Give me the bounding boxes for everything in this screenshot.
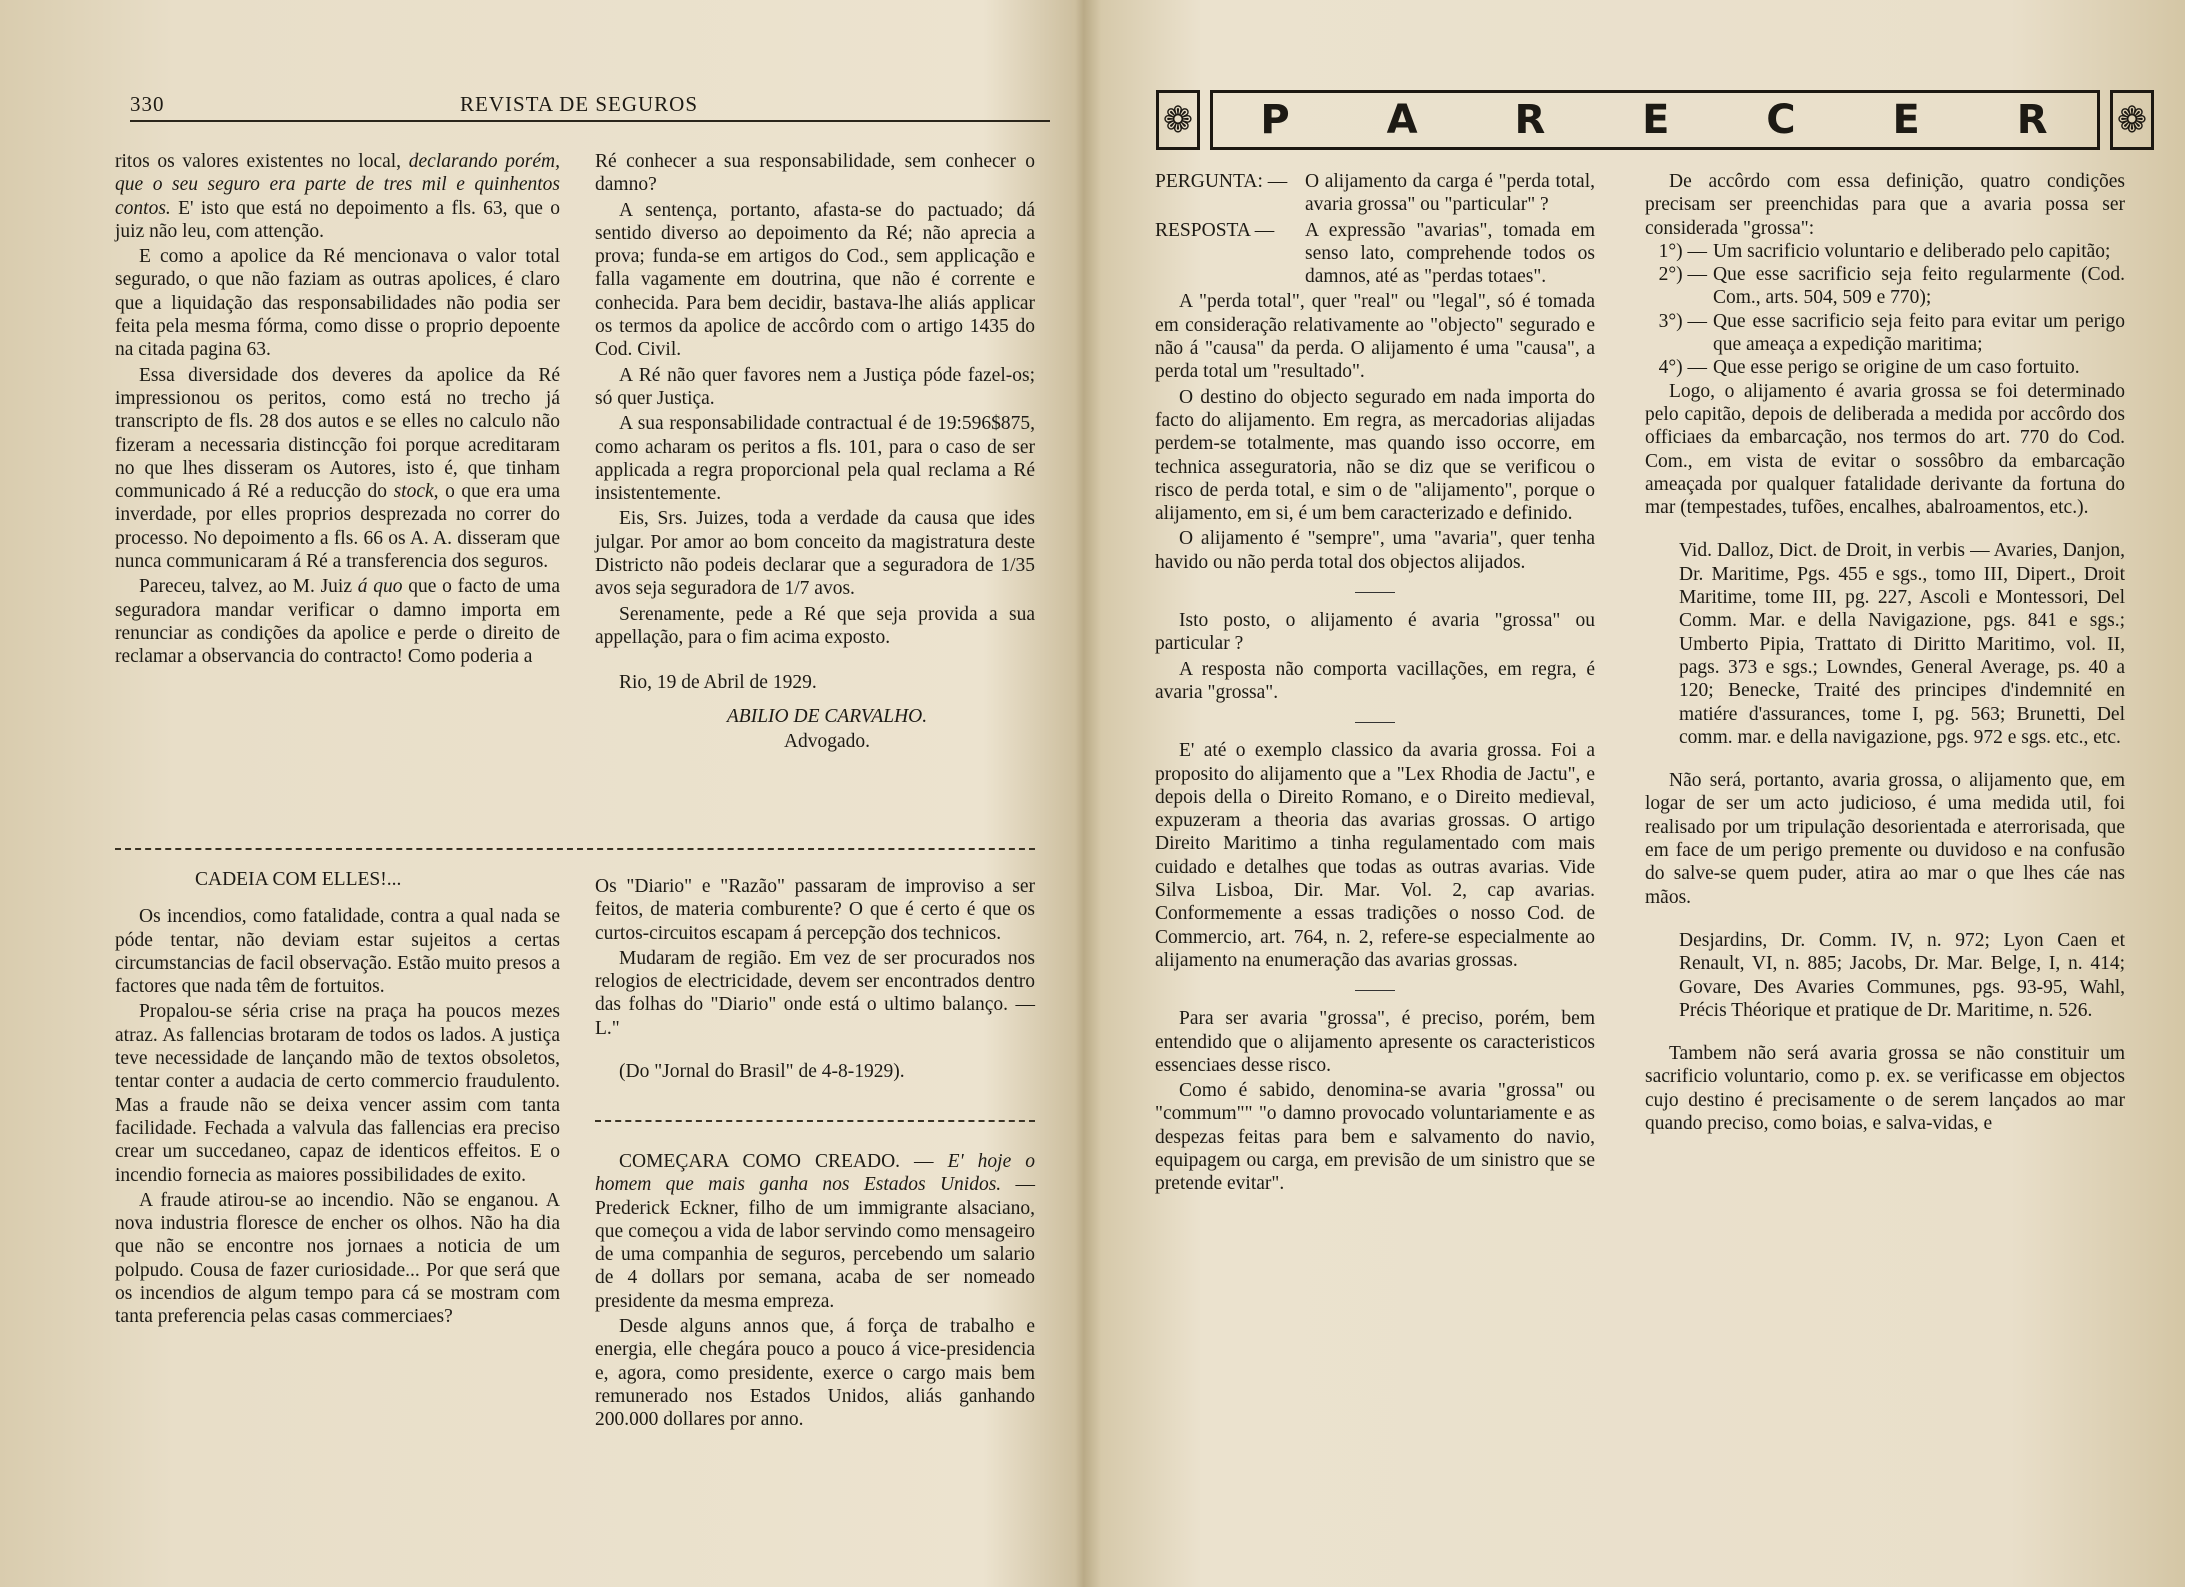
answer-label: RESPOSTA — bbox=[1155, 219, 1275, 241]
paragraph: O alijamento é "sempre", uma "avaria", quer tenha havido ou não perda total dos objectos alijados. bbox=[1155, 528, 1595, 573]
paragraph: Propalou-se séria crise na praça ha poucos mezes atraz. As fallencias brotaram de todos os lados. A justiça teve necessidade de lançando mão de textos obsoletos, tentar conter a audacia de certo commercio fraudulento. Mas a fraude não se deixa vencer assim com tanta facilidade. Fechada a valvula das fallencias era preciso crear um succedaneo, capaz de identicos effeitos. E o incendio fornecia as maiores possibilidades de exito. bbox=[115, 1001, 560, 1186]
header-letter: A bbox=[1386, 97, 1420, 143]
header-letter: C bbox=[1766, 97, 1798, 143]
rosette-icon: ❁ bbox=[1156, 90, 1200, 150]
paragraph: Os "Diario" e "Razão" passaram de improviso a ser feitos, de materia comburente? O que é certo é que os curtos-circuitos escapam á percepção dos technicos. bbox=[595, 876, 1035, 944]
separator-rule bbox=[1355, 990, 1395, 991]
page-number: 330 bbox=[130, 92, 165, 116]
section-divider bbox=[115, 848, 1035, 850]
header-letter: E bbox=[1892, 97, 1922, 143]
paragraph: A resposta não comporta vacillações, em regra, é avaria "grossa". bbox=[1155, 658, 1595, 703]
answer-text: A expressão "avarias", tomada em senso lato, comprehende todos os damnos, até as "perdas totaes". bbox=[1305, 219, 1595, 288]
paragraph: A fraude atirou-se ao incendio. Não se enganou. A nova industria floresce de encher os olhos. Não ha dia que não se encontre nos jornaes a noticia de um polpudo. Cousa de fazer curiosidade... Por que será que os incendios de algum tempo para cá se mostram com tanta preferencia pelas casas commerciaes? bbox=[115, 1189, 560, 1328]
question-text: O alijamento da carga é "perda total, avaria grossa" ou "particular" ? bbox=[1305, 171, 1595, 216]
paragraph: Não será, portanto, avaria grossa, o alijamento que, em logar de ser um acto judicioso, é uma medida util, foi realisado por um tripulação desorientada e aterrorisada, que em face de um perigo premente ou duvidoso e na confusão do salve-se quem puder, atira ao mar o que lhes cáe nas mãos. bbox=[1645, 770, 2125, 908]
paragraph: De accôrdo com essa definição, quatro condições precisam ser preenchidas para que a avaria possa ser considerada "grossa": bbox=[1645, 171, 2125, 239]
condition-item: 1°) — Um sacrificio voluntario e deliberado pelo capitão; bbox=[1658, 240, 2111, 262]
question bbox=[1155, 170, 1595, 217]
paragraph: Como é sabido, denomina-se avaria "grossa" ou "commum"" "o damno provocado voluntariamente e as despezas feitas para bem e salvamento do navio, equipagem ou carga, em previsão de um sinistro que se pretende evitar". bbox=[1155, 1080, 1595, 1195]
paragraph: Para ser avaria "grossa", é preciso, porém, bem entendido que o alijamento apresente os caracteristicos essenciaes desse risco. bbox=[1155, 1008, 1595, 1076]
reference-block: Desjardins, Dr. Comm. IV, n. 972; Lyon Caen et Renault, VI, n. 885; Jacobs, Dr. Mar. Belge, I, n. 414; Govare, Des Avaries Communes, pgs. 93-95, Wahl, Précis Théorique et pratique de Dr. Maritime, n. 526. bbox=[1679, 929, 2125, 1021]
left-column-2 bbox=[595, 150, 1035, 753]
header-letter: R bbox=[2016, 97, 2050, 143]
paragraph: A sentença, portanto, afasta-se do pactuado; dá sentido diverso ao depoimento da Ré; não aprecia a prova; funda-se em artigos do Cod., sem applicação e falla vagamente em doutrina, que não é corrente e conhecida. Para bem decidir, bastava-lhe aliás applicar os termos da apolice de accôrdo com o artigo 1435 do Cod. Civil. bbox=[595, 199, 1035, 361]
rosette-icon: ❁ bbox=[2110, 90, 2154, 150]
cadeia-column-1 bbox=[115, 868, 560, 1329]
paragraph: Desde alguns annos que, á força de trabalho e energia, elle chegára pouco a pouco á vice-presidencia e, agora, como presidente, exerce o cargo mais bem remunerado nos Estados Unidos, aliás ganhando 200.000 dollares por anno. bbox=[595, 1316, 1035, 1431]
left-column-1 bbox=[115, 150, 560, 669]
header-letter: R bbox=[1514, 97, 1548, 143]
paragraph: Ré conhecer a sua responsabilidade, sem conhecer o damno? bbox=[595, 151, 1035, 196]
running-title: REVISTA DE SEGUROS bbox=[460, 92, 699, 116]
condition-item: 4°) — Que esse perigo se origine de um caso fortuito. bbox=[1658, 357, 2080, 379]
article-title: CADEIA COM ELLES!... bbox=[195, 869, 402, 890]
section-header bbox=[1210, 90, 2100, 150]
comecara-column bbox=[595, 1150, 1035, 1432]
left-page bbox=[0, 0, 1080, 1587]
source-note: (Do "Jornal do Brasil" de 4-8-1929). bbox=[619, 1061, 905, 1083]
separator-rule bbox=[1355, 592, 1395, 593]
answer bbox=[1155, 219, 1595, 289]
paragraph: Serenamente, pede a Ré que seja provida a sua appellação, para o fim acima exposto. bbox=[595, 603, 1035, 648]
reference-block: Vid. Dalloz, Dict. de Droit, in verbis — Avaries, Danjon, Dr. Maritime, Pgs. 455 e sgs., tomo III, Dipert., Droit Maritime, tome III, pg. 227, Ascoli e Montessori, Del Comm. Mar. e della Navigazione, pgs. 841 e sgs.; Umberto Pipia, Trattato di Diritto Maritimo, vol. II, pags. 373 e sgs.; Lowndes, General Average, ps. 40 a 120; Benecke, Traité des principes d'indemnité en matiére d'assurances, tome I, pg. 563; Brunetti, Del comm. mar. e della navigazione, pgs. 972 e sgs. etc., etc. bbox=[1679, 540, 2125, 748]
paragraph: Pareceu, talvez, ao M. Juiz á quo que o facto de uma seguradora mandar verificar o damno importa em renunciar as condições da apolice e perde o direito de reclamar a observancia do contracto! Como poderia a bbox=[115, 576, 561, 668]
paragraph: Logo, o alijamento é avaria grossa se foi determinado pelo capitão, depois de deliberada a medida por accôrdo dos officiaes da embarcação, nos termos do art. 770 do Cod. Com., em vista de evitar o sossôbro da embarcação ameaçada por qualquer fatalidade derivante da fortuna do mar (tempestades, tufões, encalhes, abalroamentos, etc.). bbox=[1645, 380, 2125, 519]
right-column-1 bbox=[1155, 170, 1595, 1196]
paragraph: Isto posto, o alijamento é avaria "grossa" ou particular ? bbox=[1155, 610, 1595, 655]
paragraph: O destino do objecto segurado em nada importa do facto do alijamento. Em regra, as mercadorias alijadas perdem-se totalmente, mas quando isso occorre, em technica asseguratoria, não se diz que se verificou o risco de perda total, e sim o de "alijamento", porque o alijamento, em si, é um bem caracterizado e definido. bbox=[1155, 386, 1595, 525]
paragraph: A "perda total", quer "real" ou "legal", só é tomada em consideração relativamente ao "objecto" segurado e não á "causa" da perda. O alijamento é uma "causa", a perda total um "resultado". bbox=[1155, 291, 1595, 383]
paragraph: A Ré não quer favores nem a Justiça póde fazel-os; só quer Justiça. bbox=[595, 364, 1035, 409]
condition-item: 2°) — Que esse sacrificio seja feito regularmente (Cod. Com., arts. 504, 509 e 770); bbox=[1658, 264, 2125, 309]
paragraph: E como a apolice da Ré mencionava o valor total segurado, o que não faziam as outras apolices, é claro que a liquidação das responsabilidades não podia ser feita pela mesma fórma, como disse o proprio depoente na citada pagina 63. bbox=[115, 246, 560, 361]
right-page bbox=[1090, 0, 2185, 1587]
paragraph: Eis, Srs. Juizes, toda a verdade da causa que ides julgar. Por amor ao bom conceito da magistratura deste Districto não podeis declarar que a seguradora de 1/35 avos seja seguradora de 1/7 avos. bbox=[595, 508, 1035, 600]
page-header bbox=[130, 90, 1050, 122]
cadeia-column-2 bbox=[595, 875, 1035, 1083]
paragraph: E' até o exemplo classico da avaria grossa. Foi a proposito do alijamento que a "Lex Rhodia de Jactu", e depois della o Direito Romano, e o Direito medieval, expuzeram a theoria das avarias grossas. O artigo Direito Maritimo a tinha regulamentado com mais cuidado e detalhes que todas as outras avarias. Vide Silva Lisboa, Dir. Mar. Vol. 2, cap avarias. Conformemente a essas tradições o nosso Cod. de Commercio, art. 764, n. 2, refere-se especialmente ao alijamento na enumeração das avarias grossas. bbox=[1155, 740, 1595, 971]
paragraph: A sua responsabilidade contractual é de 19:596$875, como acharam os peritos a fls. 101, para o caso de ser applicada a regra proporcional pela qual reclama a Ré insistentemente. bbox=[595, 413, 1035, 505]
date-line: Rio, 19 de Abril de 1929. bbox=[619, 672, 817, 694]
signature-role: Advogado. bbox=[783, 730, 871, 752]
paragraph: Mudaram de região. Em vez de ser procurados nos relogios de electricidade, devem ser encontrados dentro das folhas do "Diario" onde está o ultimo balanço. — L." bbox=[595, 947, 1035, 1039]
header-letter: E bbox=[1642, 97, 1672, 143]
paragraph: COMEÇARA COMO CREADO. — E' hoje o homem que mais ganha nos Estados Unidos. — Prederick Eckner, filho de um immigrante alsaciano, que começou a vida de labor servindo como mensageiro de uma companhia de seguros, percebendo um salario de 4 dollars por semana, acaba de ser nomeado presidente da mesma empreza. bbox=[595, 1151, 1036, 1312]
paragraph: Tambem não será avaria grossa se não constituir um sacrificio voluntario, como p. ex. se verificasse em objectos cujo destino é precisamente o de serem lançados ao mar quando preciso, como boias, e salva-vidas, e bbox=[1645, 1043, 2125, 1134]
separator-rule bbox=[1355, 722, 1395, 723]
condition-item: 3°) — Que esse sacrificio seja feito para evitar um perigo que ameaça a expedição maritima; bbox=[1658, 310, 2125, 356]
paragraph: Os incendios, como fatalidade, contra a qual nada se póde tentar, não deviam estar sujeitos a certas circumstancias de facil observação. Estão muito presos a factores que nada têm de fortuitos. bbox=[115, 906, 560, 998]
signature-name: ABILIO DE CARVALHO. bbox=[726, 705, 928, 727]
section-divider bbox=[595, 1120, 1035, 1122]
header-letter: P bbox=[1260, 97, 1292, 143]
paragraph: Essa diversidade dos deveres da apolice da Ré impressionou os peritos, como está no trecho já transcripto de fls. 28 dos autos e se elles no calculo não fizeram a necessaria distincção foi porque acreditaram no que lhes disseram os Autores, isto é, que tinham communicado á Ré a reducção do stock, o que era uma inverdade, por elles proprios desprezada no correr do processo. No depoimento a fls. 66 os A. A. disseram que nunca communicaram á Ré a transferencia dos seguros. bbox=[115, 364, 560, 573]
question-label: PERGUNTA: — bbox=[1155, 171, 1288, 192]
right-column-2 bbox=[1645, 170, 2125, 1135]
paragraph: ritos os valores existentes no local, declarando porém, que o seu seguro era parte de tres mil e quinhentos contos. E' isto que está no depoimento a fls. 63, que o juiz não leu, com attenção. bbox=[115, 151, 560, 242]
